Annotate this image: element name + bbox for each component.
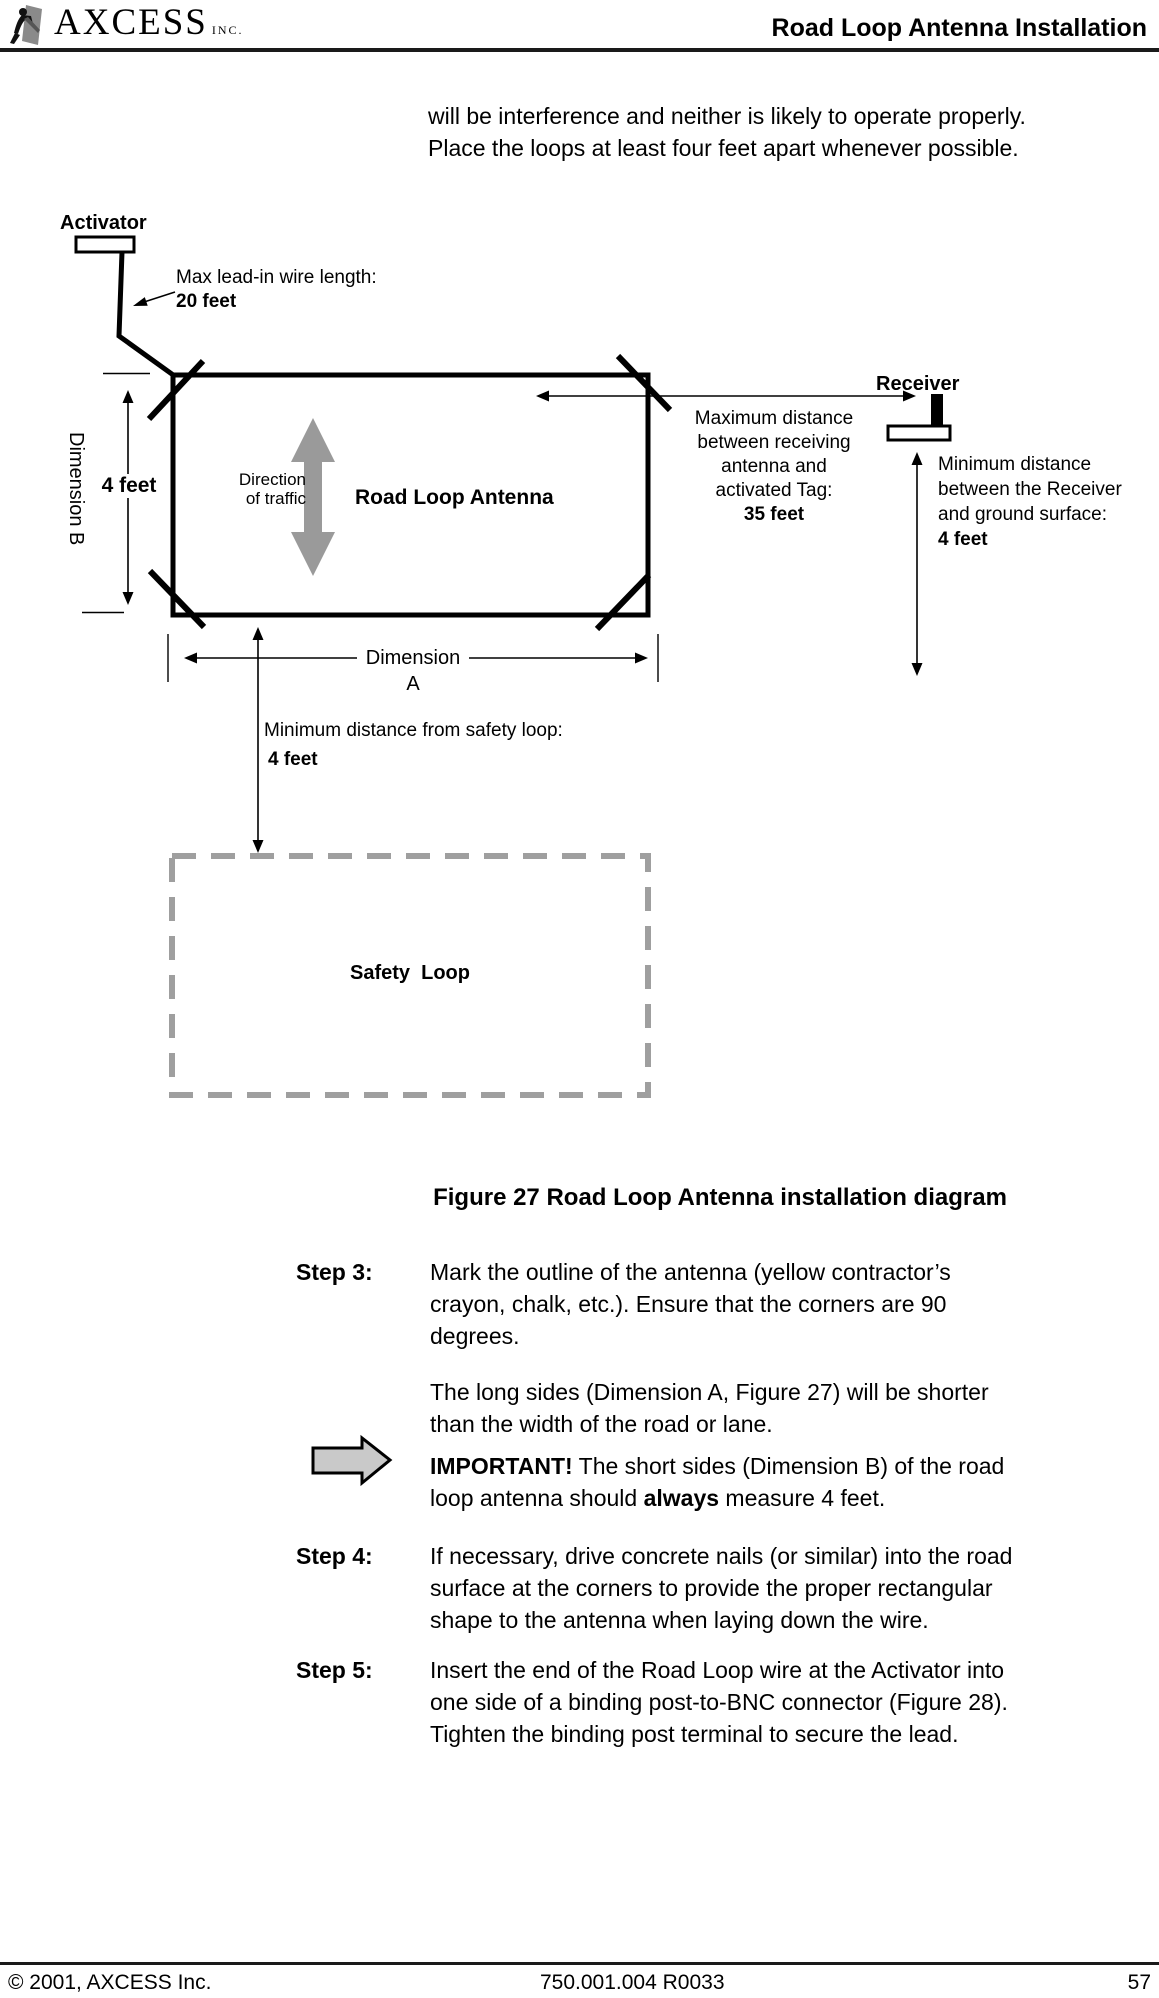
- page-title: Road Loop Antenna Installation: [771, 14, 1147, 42]
- receiver-ground-arrow: [912, 452, 923, 676]
- step-3-line: crayon, chalk, etc.). Ensure that the corners are 90: [430, 1291, 947, 1317]
- important-line: [430, 1482, 1004, 1514]
- corner-slash-bottom-left: [150, 571, 204, 627]
- receiver-label: Receiver: [876, 373, 960, 395]
- step-3-line: Mark the outline of the antenna (yellow contractor’s: [430, 1259, 951, 1285]
- lead-in-value: 20 feet: [176, 291, 237, 312]
- header-rule: [0, 48, 1159, 52]
- max-distance-line: between receiving: [697, 432, 851, 453]
- corner-slash-top-left: [149, 361, 203, 419]
- step-3-line: The long sides (Dimension A, Figure 27) will be shorter: [430, 1379, 989, 1405]
- step-4-label: Step 4:: [296, 1543, 373, 1569]
- step-3-label: Step 3:: [296, 1259, 373, 1285]
- receiver-ground-line: between the Receiver: [938, 479, 1122, 500]
- corner-slash-bottom-right: [597, 575, 649, 629]
- step-3-line: degrees.: [430, 1323, 520, 1349]
- receiver-icon: [888, 394, 950, 440]
- step-4-line: If necessary, drive concrete nails (or similar) into the road: [430, 1543, 1013, 1569]
- max-distance-line: Maximum distance: [694, 408, 854, 429]
- logo-inc-suffix: INC.: [211, 23, 244, 37]
- max-distance-line: antenna and: [721, 456, 827, 477]
- receiver-ground-value: 4 feet: [938, 529, 988, 550]
- safety-distance-label: Minimum distance from safety loop:: [264, 720, 563, 741]
- important-emphasis: always: [643, 1485, 720, 1511]
- important-arrow-icon: [313, 1438, 390, 1483]
- axcess-logo: [8, 3, 244, 52]
- step-3-text: [430, 1256, 951, 1352]
- step-5-line: Tighten the binding post terminal to secure the lead.: [430, 1721, 959, 1747]
- intro-paragraph: [428, 100, 1026, 164]
- step-4-line: surface at the corners to provide the proper rectangular: [430, 1575, 993, 1601]
- max-distance-value: 35 feet: [743, 504, 805, 525]
- lead-in-leader-arrowhead: [132, 297, 148, 310]
- receiver-ground-note: [938, 452, 1158, 552]
- max-distance-arrow: [536, 391, 916, 402]
- important-text: The short sides (Dimension B) of the road: [572, 1453, 1005, 1479]
- traffic-direction-label: [210, 470, 306, 508]
- step-3-paragraph-2: [430, 1376, 989, 1440]
- safety-loop-label: Safety Loop: [349, 962, 470, 984]
- step-4-line: shape to the antenna when laying down the wire.: [430, 1607, 929, 1633]
- step-5-line: Insert the end of the Road Loop wire at the Activator into: [430, 1657, 1005, 1683]
- footer-copyright: © 2001, AXCESS Inc.: [8, 1971, 212, 1994]
- step-3-line: than the width of the road or lane.: [430, 1411, 773, 1437]
- max-distance-note: [686, 407, 862, 527]
- lead-in-wire: [119, 252, 176, 377]
- footer-page-number: 57: [1127, 1971, 1151, 1994]
- lead-in-label: Max lead-in wire length:: [176, 267, 377, 288]
- important-text: measure 4 feet.: [719, 1485, 886, 1511]
- figure-caption: Figure 27 Road Loop Antenna installation diagram: [433, 1184, 1007, 1211]
- activator-box: [76, 237, 134, 252]
- traffic-direction-line: of traffic: [245, 489, 306, 508]
- dimension-b-label: Dimension B: [65, 432, 87, 546]
- safety-distance-arrow: [253, 627, 264, 853]
- axcess-logo-icon: [8, 3, 52, 52]
- logo-wordmark: AXCESS: [54, 2, 208, 43]
- footer-doc-number: 750.001.004 R0033: [540, 1971, 725, 1994]
- road-loop-label: Road Loop Antenna: [355, 486, 554, 509]
- dimension-a-label: Dimension A: [357, 645, 469, 697]
- important-note: [430, 1450, 1004, 1514]
- dimension-b-value: 4 feet: [99, 474, 159, 498]
- activator-label: Activator: [60, 212, 147, 234]
- step-5-text: [430, 1654, 1008, 1750]
- important-line: [430, 1450, 1004, 1482]
- intro-line: Place the loops at least four feet apart whenever possible.: [428, 135, 1019, 161]
- step-5-line: one side of a binding post-to-BNC connector (Figure 28).: [430, 1689, 1008, 1715]
- receiver-ground-line: and ground surface:: [938, 504, 1108, 525]
- max-distance-line: activated Tag:: [715, 480, 833, 501]
- traffic-direction-line: Direction: [238, 470, 306, 489]
- intro-line: will be interference and neither is likely to operate properly.: [428, 103, 1026, 129]
- step-5-label: Step 5:: [296, 1657, 373, 1683]
- safety-distance-value: 4 feet: [268, 749, 318, 770]
- corner-slash-top-right: [618, 356, 670, 410]
- important-text: loop antenna should: [430, 1485, 644, 1511]
- important-keyword: IMPORTANT!: [430, 1453, 573, 1479]
- step-4-text: [430, 1540, 1012, 1636]
- receiver-ground-line: Minimum distance: [938, 454, 1092, 475]
